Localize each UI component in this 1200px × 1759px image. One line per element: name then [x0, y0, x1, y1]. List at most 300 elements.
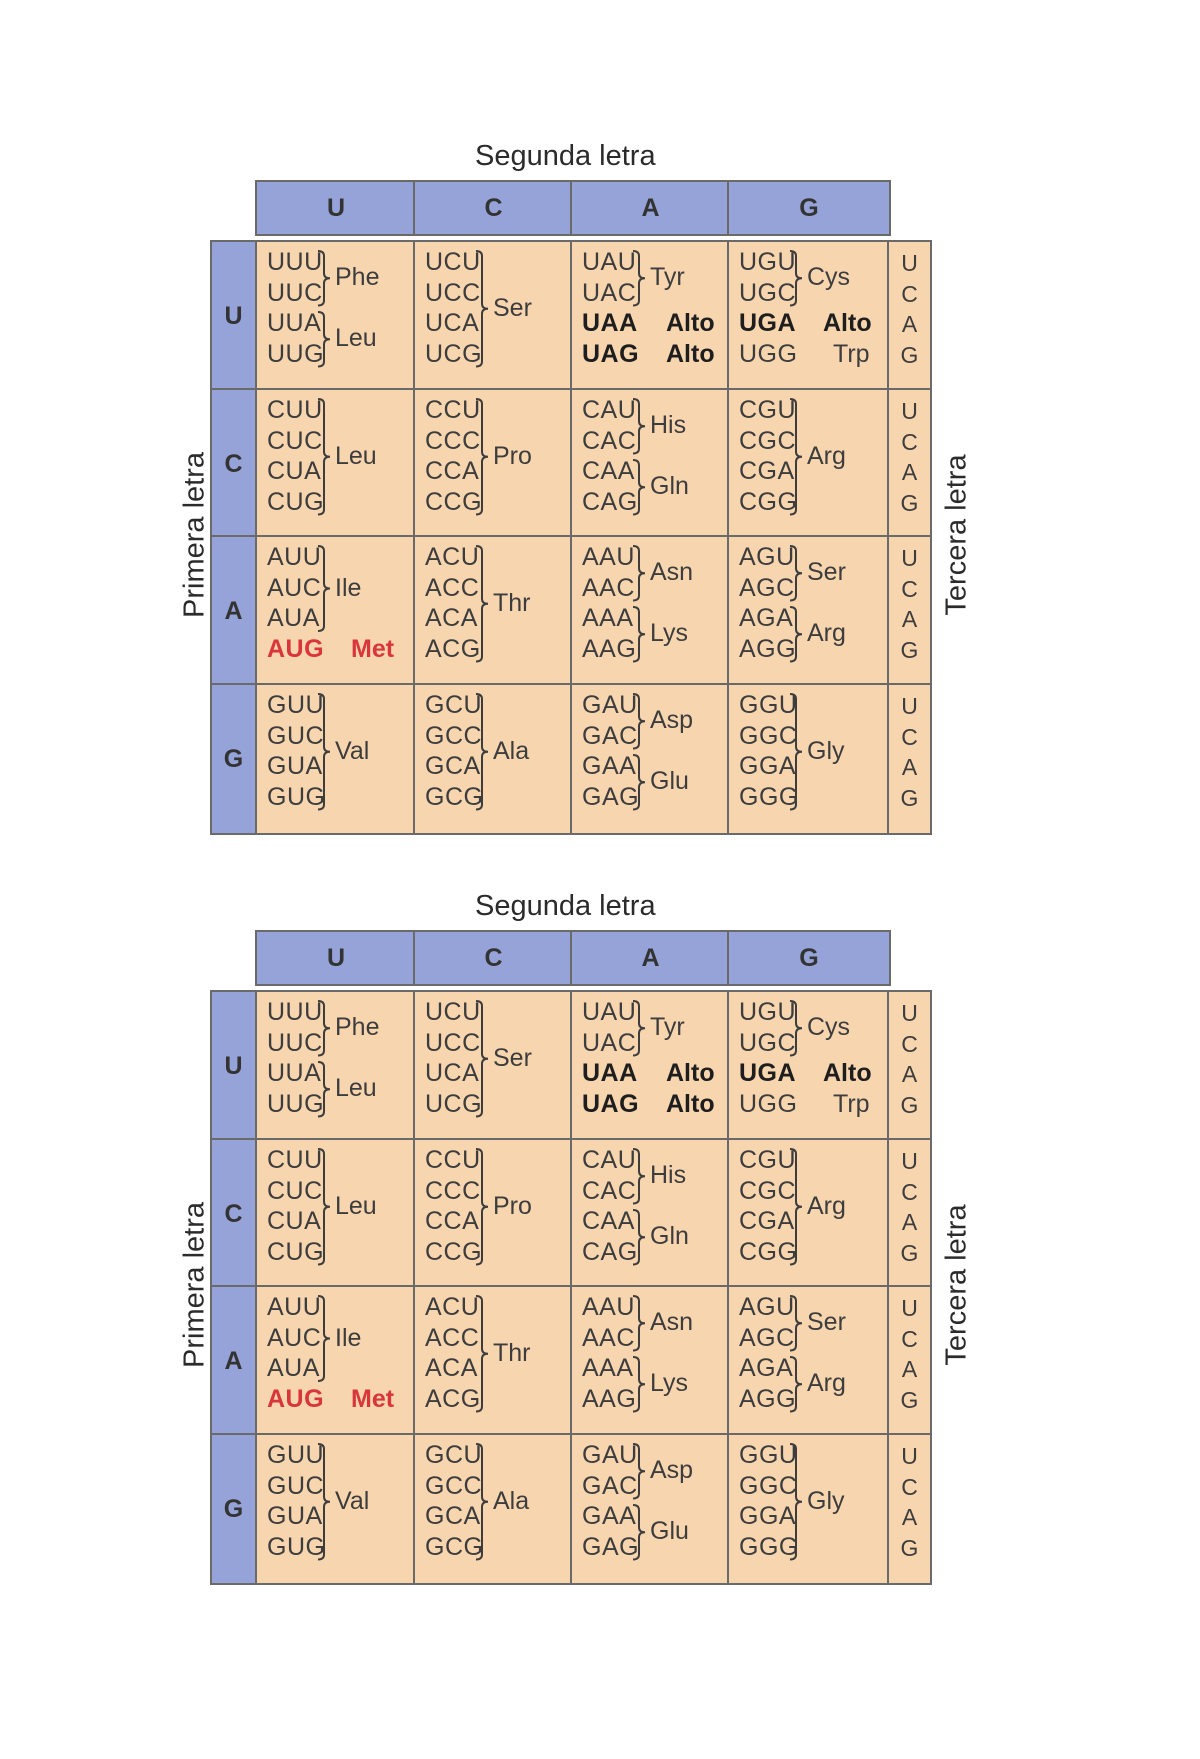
codon: GGA — [739, 752, 797, 780]
codon-cell — [570, 1138, 731, 1290]
bracket-icon — [632, 459, 648, 516]
codon: AAA — [582, 604, 634, 632]
codon: UGC — [739, 1028, 797, 1057]
third-letter: G — [900, 784, 919, 811]
amino-acid-label: Asn — [650, 558, 694, 587]
codon: CGA — [739, 1207, 795, 1235]
bracket-icon — [475, 1000, 491, 1118]
third-letter-column — [887, 990, 932, 1142]
third-letter: G — [900, 636, 919, 663]
codon: UUC — [267, 1028, 323, 1057]
codon-cell — [570, 1433, 731, 1585]
column-header-a: A — [570, 180, 731, 236]
codon: CCC — [425, 1176, 481, 1205]
codon: AAC — [582, 573, 635, 602]
amino-acid-label: Asp — [650, 1456, 694, 1485]
row-header-a: A — [210, 535, 257, 687]
codon: CCA — [425, 1207, 480, 1235]
third-letter: A — [901, 1356, 918, 1382]
third-letter: U — [901, 1148, 918, 1174]
codon: UCA — [425, 1059, 480, 1087]
codon-cell — [413, 683, 574, 835]
codon-cell — [413, 1138, 574, 1290]
amino-acid-label: Alto — [666, 1059, 715, 1087]
amino-acid-label: Ser — [493, 1043, 532, 1072]
column-header-u: U — [255, 930, 417, 986]
codon: CCG — [425, 487, 483, 516]
amino-acid-label: Alto — [823, 309, 872, 337]
codon: GCC — [425, 721, 483, 750]
bracket-icon — [789, 693, 805, 811]
bracket-icon — [789, 398, 805, 516]
third-letter: A — [901, 606, 918, 632]
codon: ACU — [425, 543, 480, 571]
codon-cell — [413, 1433, 574, 1585]
second-letter-title: Segunda letra — [475, 890, 656, 922]
codon: AAG — [582, 634, 637, 663]
codon-cell — [570, 535, 731, 687]
codon-cell — [255, 1285, 417, 1437]
codon: GAC — [582, 721, 638, 750]
codon: GAG — [582, 782, 640, 811]
codon-table — [0, 140, 1200, 860]
bracket-icon — [632, 250, 648, 307]
codon: GAU — [582, 1441, 638, 1469]
column-header-g: G — [727, 930, 891, 986]
codon: CUC — [267, 426, 323, 455]
third-letter: A — [901, 459, 918, 485]
bracket-icon — [632, 606, 648, 663]
codon: UCC — [425, 1028, 481, 1057]
codon: CGC — [739, 426, 797, 455]
first-letter-label: Primera letra — [178, 452, 211, 618]
codon-cell — [255, 388, 417, 540]
bracket-icon — [317, 250, 333, 307]
codon: GCC — [425, 1471, 483, 1500]
third-letter: U — [901, 398, 918, 424]
codon: UAG — [582, 339, 640, 368]
codon: GUC — [267, 1471, 325, 1500]
codon: CGU — [739, 1146, 797, 1174]
codon: UUU — [267, 998, 323, 1026]
codon: CUA — [267, 1207, 322, 1235]
codon: AAG — [582, 1384, 637, 1413]
bracket-icon — [317, 1295, 333, 1382]
amino-acid-label: Trp — [833, 339, 870, 368]
amino-acid-label: Asp — [650, 706, 694, 735]
amino-acid-label: Glu — [650, 767, 689, 796]
third-letter: C — [901, 723, 918, 750]
column-header-g: G — [727, 180, 891, 236]
bracket-icon — [789, 250, 805, 307]
codon: ACC — [425, 573, 480, 602]
codon: UCC — [425, 278, 481, 307]
codon: AAU — [582, 1293, 635, 1321]
codon: GUA — [267, 752, 323, 780]
bracket-icon — [789, 1356, 805, 1413]
bracket-icon — [789, 545, 805, 602]
codon: AUA — [267, 1354, 320, 1382]
codon-cell — [413, 1285, 574, 1437]
bracket-icon — [317, 1443, 333, 1561]
codon: AGU — [739, 1293, 795, 1321]
codon: UAU — [582, 998, 637, 1026]
amino-acid-label: Leu — [335, 324, 377, 353]
amino-acid-label: Ser — [493, 293, 532, 322]
codon: UUU — [267, 248, 323, 276]
third-letter: C — [901, 575, 918, 602]
codon: GGU — [739, 691, 798, 719]
codon: AUC — [267, 573, 322, 602]
third-letter: C — [901, 1030, 918, 1057]
bracket-icon — [317, 311, 333, 368]
codon: AUG — [267, 634, 325, 663]
amino-acid-label: Phe — [335, 1013, 380, 1042]
codon: GAC — [582, 1471, 638, 1500]
codon: UCG — [425, 1089, 483, 1118]
third-letter-column — [887, 388, 932, 540]
amino-acid-label: Ala — [493, 736, 530, 765]
codon-cell — [570, 388, 731, 540]
codon: AUC — [267, 1323, 322, 1352]
codon: GGG — [739, 1532, 799, 1561]
codon-cell — [727, 683, 891, 835]
amino-acid-label: Lys — [650, 619, 688, 648]
amino-acid-label: Lys — [650, 1369, 688, 1398]
third-letter-column — [887, 1285, 932, 1437]
codon: CUG — [267, 487, 325, 516]
amino-acid-label: His — [650, 1161, 687, 1190]
third-letter: G — [900, 1091, 919, 1118]
amino-acid-label: Met — [351, 634, 395, 663]
bracket-icon — [317, 1000, 333, 1057]
codon: GUG — [267, 1532, 326, 1561]
codon: UUG — [267, 339, 325, 368]
codon: CGU — [739, 396, 797, 424]
third-letter-column — [887, 683, 932, 835]
bracket-icon — [317, 1061, 333, 1118]
codon: UGU — [739, 998, 797, 1026]
codon-cell — [570, 990, 731, 1142]
amino-acid-label: Ser — [807, 1308, 846, 1337]
codon: CGG — [739, 1237, 798, 1266]
third-letter: G — [900, 341, 919, 368]
codon: AGG — [739, 1384, 797, 1413]
third-letter: U — [901, 1000, 918, 1026]
amino-acid-label: Leu — [335, 1191, 377, 1220]
row-header-g: G — [210, 683, 257, 835]
third-letter: U — [901, 545, 918, 571]
amino-acid-label: Cys — [807, 263, 851, 292]
codon: GUU — [267, 691, 325, 719]
bracket-icon — [317, 398, 333, 516]
amino-acid-label: Val — [335, 736, 370, 765]
bracket-icon — [632, 1148, 648, 1205]
amino-acid-label: Gly — [807, 1486, 845, 1515]
codon: CGA — [739, 457, 795, 485]
codon: UCG — [425, 339, 483, 368]
third-letter: G — [900, 1239, 919, 1266]
codon: ACA — [425, 1354, 478, 1382]
third-letter: A — [901, 1504, 918, 1530]
amino-acid-label: Thr — [493, 1338, 531, 1367]
codon: CUA — [267, 457, 322, 485]
codon-cell — [727, 1433, 891, 1585]
codon: GCU — [425, 1441, 483, 1469]
codon-cell — [255, 1138, 417, 1290]
codon: GCA — [425, 1502, 481, 1530]
amino-acid-label: Alto — [666, 309, 715, 337]
codon-cell — [570, 683, 731, 835]
codon-cell — [727, 1285, 891, 1437]
codon-cell — [727, 388, 891, 540]
bracket-icon — [789, 1000, 805, 1057]
amino-acid-label: Ile — [335, 1323, 362, 1352]
codon: CAC — [582, 1176, 637, 1205]
codon: UAA — [582, 309, 638, 337]
column-header-u: U — [255, 180, 417, 236]
codon: GCA — [425, 752, 481, 780]
third-letter: U — [901, 1295, 918, 1321]
codon: AUA — [267, 604, 320, 632]
codon: UAU — [582, 248, 637, 276]
codon: UGC — [739, 278, 797, 307]
codon: UAC — [582, 1028, 637, 1057]
codon: AGC — [739, 1323, 795, 1352]
bracket-icon — [632, 1356, 648, 1413]
bracket-icon — [632, 1209, 648, 1266]
amino-acid-label: Arg — [807, 1191, 846, 1220]
codon-cell — [413, 990, 574, 1142]
codon: GAU — [582, 691, 638, 719]
codon: AAU — [582, 543, 635, 571]
codon: CCU — [425, 1146, 481, 1174]
codon: UUC — [267, 278, 323, 307]
amino-acid-label: Met — [351, 1384, 395, 1413]
codon: CAG — [582, 487, 638, 516]
bracket-icon — [475, 545, 491, 663]
codon: ACU — [425, 1293, 480, 1321]
codon: AGA — [739, 1354, 794, 1382]
codon: GGC — [739, 721, 798, 750]
third-letter: G — [900, 1386, 919, 1413]
codon-cell — [570, 1285, 731, 1437]
codon: CCG — [425, 1237, 483, 1266]
amino-acid-label: Tyr — [650, 263, 685, 292]
codon: GUU — [267, 1441, 325, 1469]
codon: CAG — [582, 1237, 638, 1266]
codon: UCA — [425, 309, 480, 337]
row-header-c: C — [210, 388, 257, 540]
amino-acid-label: Asn — [650, 1308, 694, 1337]
bracket-icon — [632, 754, 648, 811]
third-letter-column — [887, 535, 932, 687]
first-letter-label: Primera letra — [178, 1202, 211, 1368]
codon: AAA — [582, 1354, 634, 1382]
amino-acid-label: Cys — [807, 1013, 851, 1042]
bracket-icon — [632, 1504, 648, 1561]
codon: ACC — [425, 1323, 480, 1352]
bracket-icon — [475, 1295, 491, 1413]
codon-cell — [413, 388, 574, 540]
bracket-icon — [789, 1148, 805, 1266]
third-letter: C — [901, 1473, 918, 1500]
bracket-icon — [475, 398, 491, 516]
amino-acid-label: Glu — [650, 1517, 689, 1546]
codon: CUU — [267, 396, 323, 424]
codon: UAG — [582, 1089, 640, 1118]
bracket-icon — [632, 1443, 648, 1500]
codon: AAC — [582, 1323, 635, 1352]
third-letter: C — [901, 280, 918, 307]
codon: GGA — [739, 1502, 797, 1530]
codon: CGC — [739, 1176, 797, 1205]
bracket-icon — [632, 398, 648, 455]
codon-cell — [255, 240, 417, 392]
third-letter: U — [901, 693, 918, 719]
codon-cell — [255, 990, 417, 1142]
bracket-icon — [789, 1443, 805, 1561]
bracket-icon — [789, 606, 805, 663]
third-letter-label: Tercera letra — [940, 454, 973, 616]
column-header-a: A — [570, 930, 731, 986]
third-letter-column — [887, 1433, 932, 1585]
codon: AGC — [739, 573, 795, 602]
codon: CUC — [267, 1176, 323, 1205]
codon-table — [0, 890, 1200, 1610]
codon-cell — [255, 535, 417, 687]
codon: UCU — [425, 248, 481, 276]
amino-acid-label: Alto — [666, 1089, 715, 1118]
codon: UUA — [267, 1059, 322, 1087]
codon: CAA — [582, 457, 635, 485]
bracket-icon — [632, 1000, 648, 1057]
row-header-g: G — [210, 1433, 257, 1585]
codon: CAU — [582, 1146, 637, 1174]
codon: CAU — [582, 396, 637, 424]
codon: UUA — [267, 309, 322, 337]
codon-cell — [255, 683, 417, 835]
codon: AUU — [267, 1293, 322, 1321]
bracket-icon — [317, 1148, 333, 1266]
codon: AGU — [739, 543, 795, 571]
amino-acid-label: Arg — [807, 619, 846, 648]
codon: GCG — [425, 782, 484, 811]
third-letter: C — [901, 428, 918, 455]
bracket-icon — [317, 545, 333, 632]
third-letter: G — [900, 1534, 919, 1561]
third-letter: A — [901, 311, 918, 337]
codon: AGA — [739, 604, 794, 632]
codon: UCU — [425, 998, 481, 1026]
codon: CCA — [425, 457, 480, 485]
third-letter: U — [901, 1443, 918, 1469]
bracket-icon — [789, 1295, 805, 1352]
amino-acid-label: His — [650, 411, 687, 440]
amino-acid-label: Arg — [807, 441, 846, 470]
amino-acid-label: Arg — [807, 1369, 846, 1398]
bracket-icon — [475, 1443, 491, 1561]
amino-acid-label: Val — [335, 1486, 370, 1515]
bracket-icon — [632, 693, 648, 750]
column-header-c: C — [413, 180, 574, 236]
amino-acid-label: Gly — [807, 736, 845, 765]
second-letter-title: Segunda letra — [475, 140, 656, 172]
amino-acid-label: Trp — [833, 1089, 870, 1118]
row-header-a: A — [210, 1285, 257, 1437]
row-header-u: U — [210, 240, 257, 392]
codon: GUG — [267, 782, 326, 811]
codon: GAA — [582, 1502, 637, 1530]
amino-acid-label: Pro — [493, 441, 532, 470]
third-letter: A — [901, 1061, 918, 1087]
codon: AUG — [267, 1384, 325, 1413]
codon: CUG — [267, 1237, 325, 1266]
third-letter: C — [901, 1178, 918, 1205]
codon: GGC — [739, 1471, 798, 1500]
codon-cell — [727, 990, 891, 1142]
amino-acid-label: Tyr — [650, 1013, 685, 1042]
amino-acid-label: Gln — [650, 1222, 689, 1251]
codon: GAA — [582, 752, 637, 780]
codon: CCU — [425, 396, 481, 424]
third-letter: A — [901, 1209, 918, 1235]
bracket-icon — [632, 1295, 648, 1352]
codon: GUC — [267, 721, 325, 750]
bracket-icon — [475, 693, 491, 811]
amino-acid-label: Leu — [335, 441, 377, 470]
third-letter: C — [901, 1325, 918, 1352]
codon: CUU — [267, 1146, 323, 1174]
codon: GGG — [739, 782, 799, 811]
codon: GAG — [582, 1532, 640, 1561]
amino-acid-label: Ser — [807, 558, 846, 587]
codon-cell — [413, 240, 574, 392]
codon: ACG — [425, 634, 481, 663]
third-letter-label: Tercera letra — [940, 1204, 973, 1366]
codon: CGG — [739, 487, 798, 516]
codon: UGG — [739, 1089, 798, 1118]
row-header-c: C — [210, 1138, 257, 1290]
third-letter: G — [900, 489, 919, 516]
codon-cell — [727, 535, 891, 687]
amino-acid-label: Gln — [650, 472, 689, 501]
codon: CAA — [582, 1207, 635, 1235]
codon: UGU — [739, 248, 797, 276]
codon: AGG — [739, 634, 797, 663]
codon: UGA — [739, 1059, 797, 1087]
codon: UGA — [739, 309, 797, 337]
third-letter: U — [901, 250, 918, 276]
amino-acid-label: Ile — [335, 573, 362, 602]
amino-acid-label: Phe — [335, 263, 380, 292]
codon: UAC — [582, 278, 637, 307]
codon: GCG — [425, 1532, 484, 1561]
codon: ACG — [425, 1384, 481, 1413]
bracket-icon — [317, 693, 333, 811]
codon: GCU — [425, 691, 483, 719]
codon-cell — [727, 240, 891, 392]
codon-cell — [727, 1138, 891, 1290]
codon-cell — [570, 240, 731, 392]
amino-acid-label: Ala — [493, 1486, 530, 1515]
amino-acid-label: Thr — [493, 588, 531, 617]
codon: AUU — [267, 543, 322, 571]
codon: CCC — [425, 426, 481, 455]
bracket-icon — [632, 545, 648, 602]
amino-acid-label: Pro — [493, 1191, 532, 1220]
third-letter-column — [887, 1138, 932, 1290]
